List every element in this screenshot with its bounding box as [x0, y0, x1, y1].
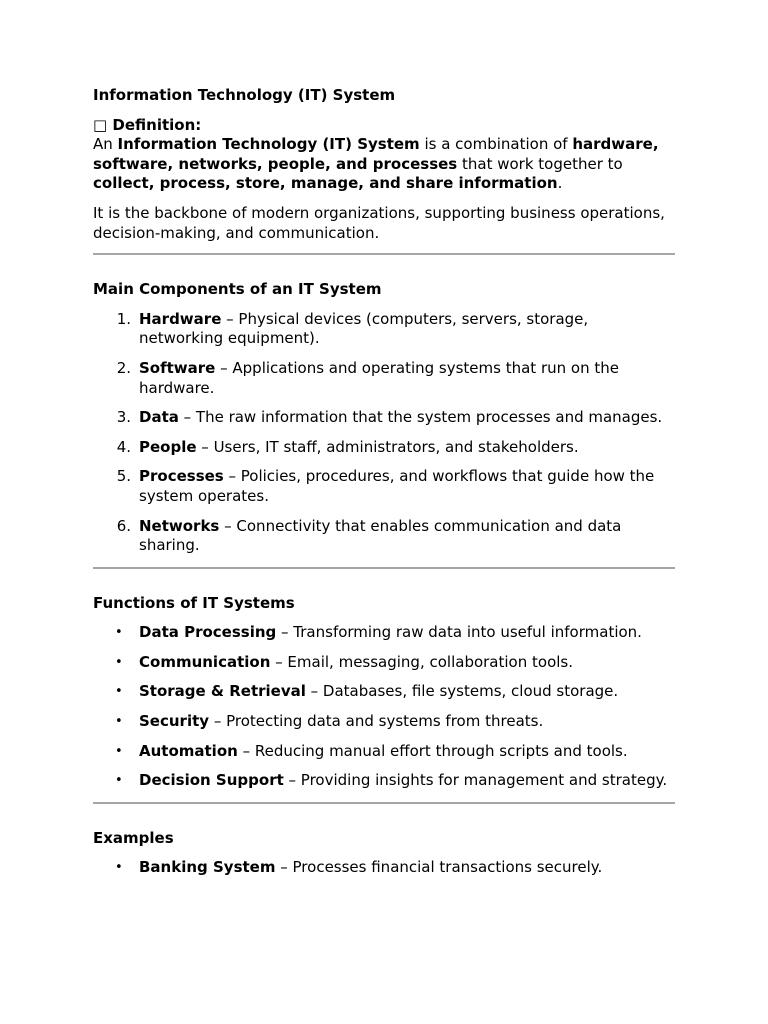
- definition-emphasis: hardware, software, networks, people, and processes: [93, 135, 659, 173]
- document-content: [93, 86, 675, 878]
- function-item: [93, 623, 675, 643]
- list-number: 5.: [116, 467, 131, 486]
- component-term: Data: [139, 408, 179, 427]
- example-desc: – Processes financial transactions securely.: [275, 858, 603, 877]
- definition-paragraph: [93, 135, 675, 194]
- component-desc: – Policies, procedures, and workflows that guide how the system operates.: [139, 467, 655, 505]
- list-number: 4.: [116, 437, 131, 456]
- definition-icon: □: [93, 115, 108, 134]
- function-term: Storage & Retrieval: [139, 682, 306, 701]
- example-term: Banking System: [139, 858, 276, 877]
- function-desc: – Protecting data and systems from threats.: [209, 712, 544, 731]
- function-item: [93, 771, 675, 791]
- list-number: 1.: [116, 309, 131, 328]
- function-item: [93, 742, 675, 762]
- definition-emphasis: collect, process, store, manage, and share information: [93, 174, 558, 193]
- examples-list: [93, 858, 675, 878]
- function-desc: – Reducing manual effort through scripts and tools.: [237, 741, 628, 760]
- backbone-paragraph: It is the backbone of modern organizations, supporting business operations, decision-making, and communication.: [93, 203, 665, 242]
- definition-text: that work together to: [457, 154, 623, 173]
- component-term: Networks: [139, 516, 220, 535]
- bullet-icon: •: [115, 654, 123, 670]
- component-term: Software: [139, 358, 216, 377]
- bullet-icon: •: [115, 860, 123, 876]
- section-divider: [93, 567, 675, 569]
- component-term: Processes: [139, 467, 224, 486]
- function-item: [93, 653, 675, 673]
- section-divider: [93, 253, 675, 255]
- page-title: Information Technology (IT) System: [93, 86, 396, 104]
- component-term: People: [139, 437, 197, 456]
- functions-heading: Functions of IT Systems: [93, 593, 295, 612]
- component-item: [93, 438, 675, 458]
- function-term: Automation: [139, 741, 238, 760]
- component-item: [93, 517, 675, 556]
- component-desc: – Connectivity that enables communication and data sharing.: [139, 516, 622, 555]
- components-heading: Main Components of an IT System: [93, 280, 382, 299]
- definition-text: An: [93, 135, 118, 154]
- function-term: Decision Support: [139, 771, 284, 790]
- section-divider: [93, 802, 675, 804]
- example-item: [93, 858, 675, 878]
- component-item: [93, 310, 675, 349]
- bullet-icon: •: [115, 684, 123, 700]
- function-item: [93, 682, 675, 702]
- component-term: Hardware: [139, 309, 222, 328]
- examples-heading: Examples: [93, 828, 174, 847]
- list-number: 2.: [116, 358, 131, 377]
- components-list: [93, 310, 675, 556]
- function-desc: – Transforming raw data into useful information.: [276, 623, 642, 642]
- function-desc: – Databases, file systems, cloud storage.: [305, 682, 619, 701]
- list-number: 3.: [116, 408, 131, 427]
- function-term: Data Processing: [139, 623, 277, 642]
- component-item: [93, 408, 675, 428]
- component-desc: – Physical devices (computers, servers, storage, networking equipment).: [139, 309, 589, 348]
- component-item: [93, 467, 675, 506]
- component-desc: – Applications and operating systems that run on the hardware.: [139, 358, 619, 397]
- bullet-icon: •: [115, 773, 123, 789]
- function-desc: – Providing insights for management and strategy.: [283, 771, 668, 790]
- definition-label: Definition:: [112, 115, 202, 134]
- definition-text: .: [557, 174, 563, 193]
- component-desc: – Users, IT staff, administrators, and stakeholders.: [196, 437, 579, 456]
- definition-term: Information Technology (IT) System: [117, 135, 420, 154]
- bullet-icon: •: [115, 714, 123, 730]
- list-number: 6.: [116, 516, 131, 535]
- function-item: [93, 712, 675, 732]
- component-desc: – The raw information that the system processes and manages.: [178, 408, 663, 427]
- function-term: Communication: [139, 652, 271, 671]
- bullet-icon: •: [115, 625, 123, 641]
- component-item: [93, 359, 675, 398]
- function-desc: – Email, messaging, collaboration tools.: [270, 652, 573, 671]
- functions-list: [93, 623, 675, 791]
- definition-text: is a combination of: [419, 135, 573, 154]
- definition-label-line: [93, 116, 675, 136]
- bullet-icon: •: [115, 743, 123, 759]
- function-term: Security: [139, 712, 210, 731]
